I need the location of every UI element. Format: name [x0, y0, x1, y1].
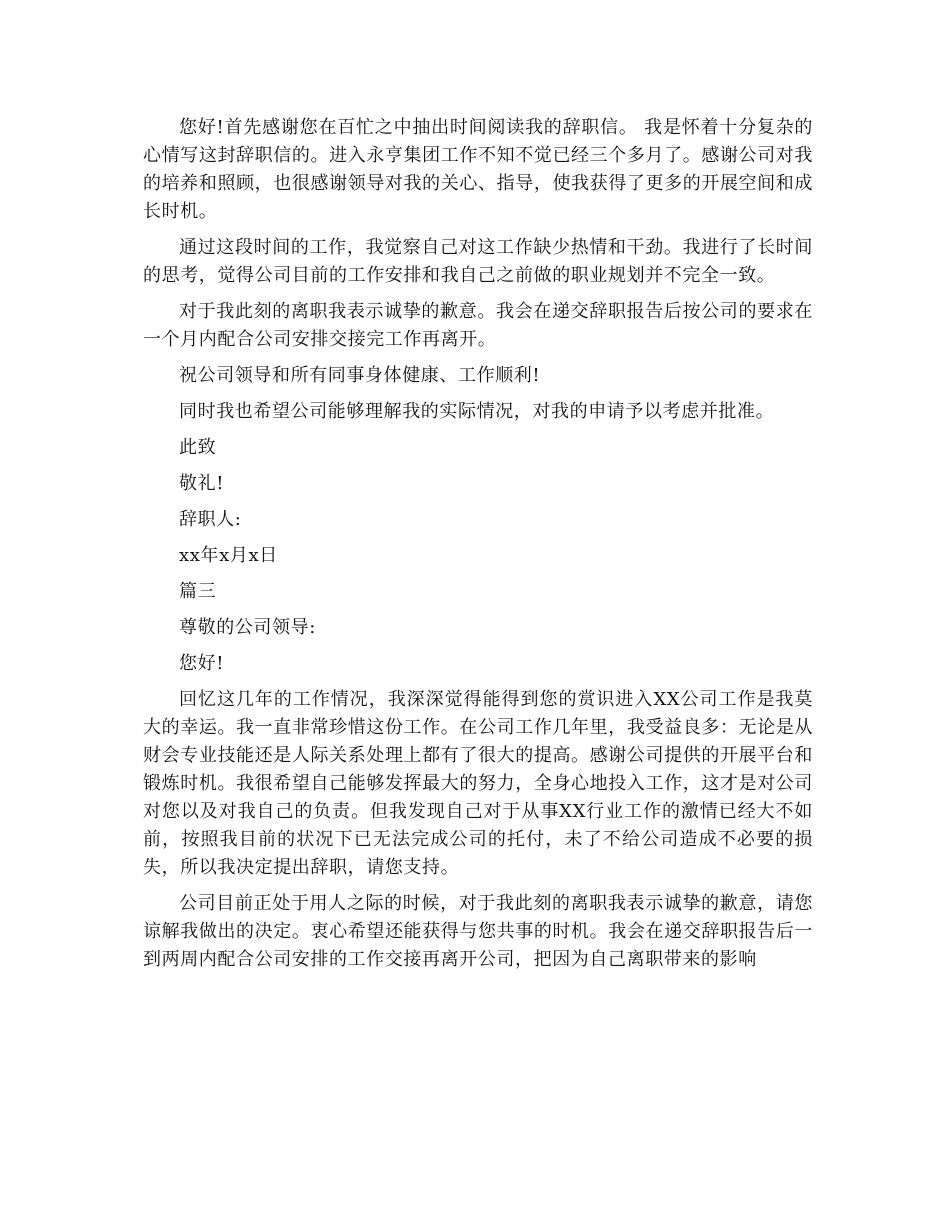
letter-paragraph-1: 您好!首先感谢您在百忙之中抽出时间阅读我的辞职信。 我是怀着十分复杂的心情写这封辞职信的。进入永亨集团工作不知不觉已经三个多月了。感谢公司对我的培养和照顾，也很感谢领导对我的关心、指导，使我获得了更多的开展空间和成长时机。	[143, 117, 813, 222]
section-paragraph-1: 回忆这几年的工作情况，我深深觉得能得到您的赏识进入XX公司工作是我莫大的幸运。我一直非常珍惜这份工作。在公司工作几年里，我受益良多：无论是从财会专业技能还是人际关系处理上都有了很大的提高。感谢公司提供的开展平台和锻炼时机。我很希望自己能够发挥最大的努力，全身心地投入工作，这才是对公司对您以及对我自己的负责。但我发现自己对于从事XX行业工作的激情已经大不如前，按照我目前的状况下已无法完成公司的托付，未了不给公司造成不必要的损失，所以我决定提出辞职，请您支持。	[143, 689, 813, 878]
letter-closing-2: 敬礼!	[179, 473, 225, 494]
document-body	[143, 114, 813, 982]
letter-signer: 辞职人:	[179, 509, 242, 530]
section-salutation: 尊敬的公司领导:	[179, 617, 316, 638]
letter-request: 同时我也希望公司能够理解我的实际情况，对我的申请予以考虑并批准。	[179, 401, 775, 422]
section-title: 篇三	[179, 581, 217, 602]
letter-closing-1: 此致	[179, 437, 217, 458]
section-paragraph-2: 公司目前正处于用人之际的时候，对于我此刻的离职我表示诚挚的歉意，请您谅解我做出的决定。衷心希望还能获得与您共事的时机。我会在递交辞职报告后一到两周内配合公司安排的工作交接再离开公司，把因为自己离职带来的影响	[143, 893, 813, 970]
letter-date: xx年x月x日	[179, 545, 278, 566]
letter-wishes: 祝公司领导和所有同事身体健康、工作顺利!	[179, 365, 541, 386]
section-greeting: 您好!	[179, 653, 225, 674]
letter-paragraph-3: 对于我此刻的离职我表示诚挚的歉意。我会在递交辞职报告后按公司的要求在一个月内配合公司安排交接完工作再离开。	[143, 301, 813, 350]
letter-paragraph-2: 通过这段时间的工作，我觉察自己对这工作缺少热情和干劲。我进行了长时间的思考，觉得公司目前的工作安排和我自己之前做的职业规划并不完全一致。	[143, 237, 813, 286]
